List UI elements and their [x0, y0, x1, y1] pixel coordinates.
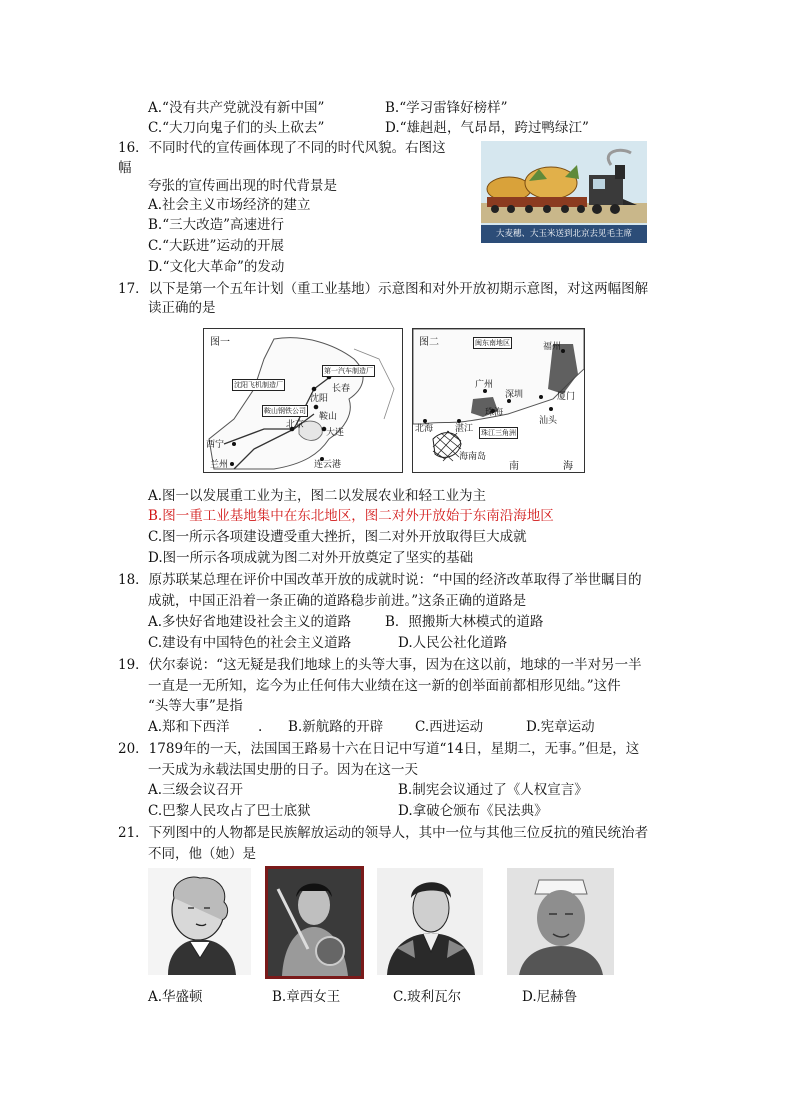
map1-place-changchun: 长春: [332, 384, 351, 394]
portrait-nehru: [507, 868, 614, 975]
map2-place-sea: 海: [563, 461, 573, 472]
q17-option-c: C.图一所示各项建设遭受重大挫折，图二对外开放取得巨大成就: [148, 529, 527, 545]
map1-place-dalian: 大连: [326, 428, 345, 438]
q19-stray-dot: .: [258, 719, 263, 735]
map2-tag-mindongnan: 闽东南地区: [475, 339, 510, 347]
map2-label: 图二: [419, 337, 439, 348]
q18-option-a: A.多快好省地建设社会主义的道路: [148, 614, 352, 630]
map2-place-guangzhou: 广州: [475, 380, 494, 390]
portrait-bolivar: [377, 868, 483, 975]
q15-option-d: D.“雄赳赳，气昂昂，跨过鸭绿江”: [385, 120, 589, 136]
q19-option-b: B.新航路的开辟: [288, 719, 384, 735]
map2-place-zhuhai: 珠海: [485, 408, 504, 418]
q19-stem-line3: “头等大事”是指: [148, 698, 243, 714]
propaganda-poster-image: [481, 141, 647, 243]
q17-option-a: A.图一以发展重工业为主，图二以发展农业和轻工业为主: [148, 488, 487, 504]
q16-stem-line3: 夸张的宣传画出现的时代背景是: [148, 178, 337, 194]
nehru-photo-icon: [507, 868, 614, 975]
map2-place-zhanjiang: 湛江: [455, 424, 474, 434]
bolivar-engraving-icon: [377, 868, 483, 975]
q20-stem-line2: 一天成为永载法国史册的日子。因为在这一天: [148, 762, 418, 778]
q21-stem-line1: 21．下列图中的人物都是民族解放运动的领导人，其中一位与其他三位反抗的殖民统治者: [118, 825, 649, 841]
q20-option-a: A.三级会议召开: [148, 782, 244, 798]
q21-option-c: C.玻利瓦尔: [393, 989, 462, 1005]
q18-option-c: C.建设有中国特色的社会主义道路: [148, 635, 352, 651]
q15-option-c: C.“大刀向鬼子们的头上砍去”: [148, 120, 325, 136]
q16-option-b: B.“三大改造”高速进行: [148, 217, 285, 233]
q17-option-b-answer: B.图一重工业基地集中在东北地区，图二对外开放始于东南沿海地区: [148, 508, 554, 524]
map2-place-fuzhou: 福州: [543, 342, 562, 352]
map2-tag-pearl-river-delta: 珠江三角洲: [481, 429, 516, 437]
q16-option-d: D.“文化大革命”的发动: [148, 259, 285, 275]
q20-stem-line1: 20．1789年的一天，法国国王路易十六在日记中写道“14日，星期二，无事。”但是，这: [118, 741, 640, 757]
q19-option-a: A.郑和下西洋: [148, 719, 230, 735]
map2-place-xiamen: 厦门: [557, 392, 576, 402]
q16-option-a: A.社会主义市场经济的建立: [148, 197, 311, 213]
q21-option-a: A.华盛顿: [148, 989, 203, 1005]
map-opening-up: [412, 328, 585, 473]
map1-place-shenyang: 沈阳: [310, 394, 329, 404]
q16-option-c: C.“大跃进”运动的开展: [148, 238, 284, 254]
map1-place-lanzhou: 兰州: [210, 460, 229, 470]
map2-place-hainan: 海南岛: [459, 452, 487, 462]
q16-stem-line1: 16．不同时代的宣传画体现了不同的时代风貌。右图这: [118, 140, 446, 156]
q17-stem-line1: 17．以下是第一个五年计划（重工业基地）示意图和对外开放初期示意图，对这两幅图解: [118, 281, 649, 297]
q15-option-a: A.“没有共产党就没有新中国”: [148, 100, 325, 116]
washington-engraving-icon: [148, 868, 251, 975]
q18-stem-line2: 成就，中国正沿着一条正确的道路稳步前进。”这条正确的道路是: [148, 593, 527, 609]
q19-stem-line1: 19．伏尔泰说：“这无疑是我们地球上的头等大事，因为在这以前，地球的一半对另一半: [118, 657, 642, 673]
q16-stem-line2: 幅: [118, 160, 132, 176]
q19-option-c: C.西进运动: [415, 719, 484, 735]
portrait-rani-of-jhansi: [265, 866, 364, 979]
map1-place-beijing: 北京: [286, 420, 305, 430]
q21-option-d: D.尼赫鲁: [522, 989, 578, 1005]
q20-option-c: C.巴黎人民攻占了巴士底狱: [148, 803, 311, 819]
map1-place-anshan: 鞍山: [319, 412, 338, 422]
q19-stem-line2: 一直是一无所知，迄今为止任何伟大业绩在这一新的创举面前都相形见绌。”这件: [148, 678, 621, 694]
map-first-five-year-plan: [203, 328, 403, 473]
map1-tag-anshan-steel: 鞍山钢铁公司: [264, 407, 306, 415]
poster-caption: 大麦穗、大玉米送到北京去见毛主席: [481, 225, 647, 243]
q17-stem-line2: 读正确的是: [148, 300, 216, 316]
q17-option-d: D.图一所示各项成就为图二对外开放奠定了坚实的基础: [148, 550, 474, 566]
q18-option-d: D.人民公社化道路: [398, 635, 508, 651]
q21-stem-line2: 不同，他（她）是: [148, 846, 256, 862]
map1-place-xining: 西宁: [206, 440, 225, 450]
q20-option-d: D.拿破仑颁布《民法典》: [398, 803, 548, 819]
map2-place-shantou: 汕头: [539, 416, 558, 426]
map2-place-beihai: 北海: [415, 424, 434, 434]
map1-drawing: [204, 329, 402, 472]
rani-of-jhansi-icon: [268, 869, 361, 976]
q18-stem-line1: 18．原苏联某总理在评价中国改革开放的成就时说：“中国的经济改革取得了举世瞩目的: [118, 572, 642, 588]
map1-tag-first-auto: 第一汽车制造厂: [324, 367, 373, 375]
portrait-washington: [148, 868, 251, 975]
q15-option-b: B.“学习雷锋好榜样”: [385, 100, 508, 116]
map1-label: 图一: [210, 337, 230, 348]
map1-tag-shenyang-aircraft: 沈阳飞机制造厂: [234, 381, 283, 389]
q18-option-b: B．照搬斯大林模式的道路: [385, 614, 544, 630]
q19-option-d: D.宪章运动: [526, 719, 595, 735]
q20-option-b: B.制宪会议通过了《人权宣言》: [398, 782, 588, 798]
map2-place-south: 南: [509, 461, 519, 472]
q21-option-b: B.章西女王: [272, 989, 341, 1005]
map1-place-lianyungang: 连云港: [314, 460, 342, 470]
map2-place-shenzhen: 深圳: [505, 390, 524, 400]
